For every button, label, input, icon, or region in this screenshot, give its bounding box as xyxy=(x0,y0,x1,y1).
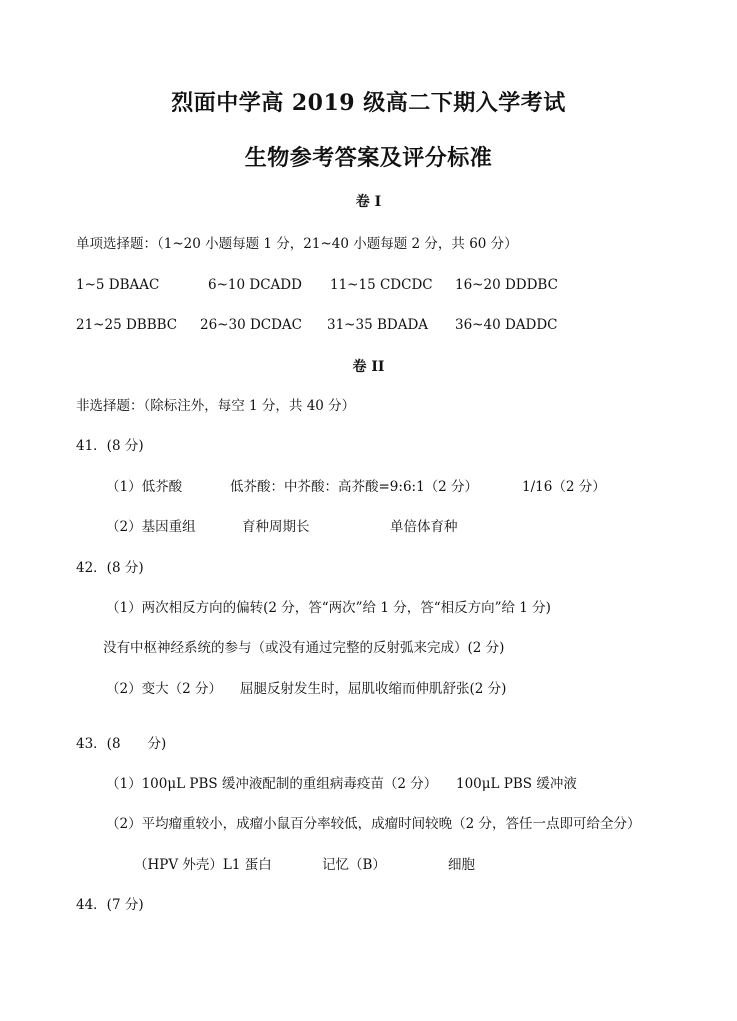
document-title: 烈面中学高 2019 级高二下期入学考试 xyxy=(171,90,566,116)
answer-group: 26~30 DCDAC xyxy=(200,317,303,333)
q43-part3-answer: 记忆（B） xyxy=(322,857,386,873)
q43-part1-answer: 100μL PBS 缓冲液 xyxy=(456,776,577,792)
q43-part1-answer: （1）100μL PBS 缓冲液配制的重组病毒疫苗（2 分） xyxy=(106,776,438,792)
q42-part2-answer: 屈腿反射发生时，屈肌收缩而伸肌舒张(2 分) xyxy=(240,681,507,697)
q41-part2-answer: （2）基因重组 xyxy=(106,519,196,535)
question-42-label: 42．(8 分) xyxy=(76,560,144,576)
question-41-label: 41．(8 分) xyxy=(76,438,144,454)
section-1-heading: 卷 I xyxy=(355,194,382,210)
q43-part3-answer: （HPV 外壳）L1 蛋白 xyxy=(134,857,272,873)
q41-part2-answer: 育种周期长 xyxy=(242,519,310,535)
answer-group: 36~40 DADDC xyxy=(455,317,558,333)
q43-part3-answer: 细胞 xyxy=(448,857,475,873)
answer-group: 1~5 DBAAC xyxy=(76,277,160,293)
q42-part2-answer: （2）变大（2 分） xyxy=(106,681,222,697)
q41-part1-ratio: 低芥酸：中芥酸：高芥酸=9:6:1（2 分） xyxy=(230,479,479,495)
answer-group: 6~10 DCADD xyxy=(208,277,302,293)
q41-part1-probability: 1/16（2 分） xyxy=(522,479,606,495)
section-1-intro: 单项选择题：（1~20 小题每题 1 分，21~40 小题每题 2 分，共 60 分） xyxy=(76,236,518,252)
answer-group: 16~20 DDDBC xyxy=(455,277,558,293)
q42-part1-answer: （1）两次相反方向的偏转(2 分，答“两次”给 1 分，答“相反方向”给 1 分) xyxy=(106,600,551,616)
document-subtitle: 生物参考答案及评分标准 xyxy=(244,145,493,171)
question-43-label: 43．(8 分) xyxy=(76,736,167,752)
answer-group: 11~15 CDCDC xyxy=(330,277,433,293)
q41-part1-answer: （1）低芥酸 xyxy=(106,479,183,495)
section-2-intro: 非选择题：（除标注外，每空 1 分，共 40 分） xyxy=(76,398,356,414)
q43-part2-answer: （2）平均瘤重较小，成瘤小鼠百分率较低，成瘤时间较晚（2 分，答任一点即可给全分） xyxy=(106,816,641,832)
question-44-label: 44．(7 分) xyxy=(76,897,144,913)
section-2-heading: 卷 II xyxy=(352,359,385,375)
answer-group: 21~25 DBBBC xyxy=(76,317,178,333)
q42-part1-answer-cont: 没有中枢神经系统的参与（或没有通过完整的反射弧来完成）(2 分) xyxy=(103,640,505,656)
answer-group: 31~35 BDADA xyxy=(327,317,429,333)
q41-part2-answer: 单倍体育种 xyxy=(390,519,458,535)
